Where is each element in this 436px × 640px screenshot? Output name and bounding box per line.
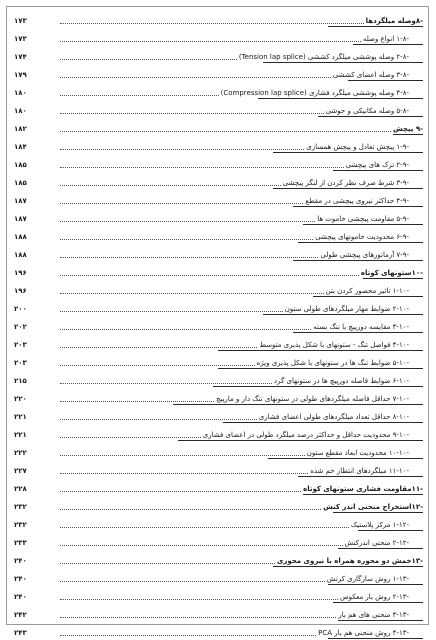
- toc-page-number: ۲۴۲: [14, 611, 27, 619]
- dot-leader: [60, 256, 318, 258]
- dot-leader: [60, 400, 214, 402]
- toc-entry-title: -۱۱مقاومت فشاری ستونهای کوتاه: [303, 485, 423, 493]
- entry-underline: [318, 116, 423, 117]
- toc-entry-title: -۲-۱۲ منحنی اندرکنش: [344, 539, 409, 547]
- toc-entry[interactable]: [14, 604, 423, 622]
- toc-entry[interactable]: [14, 622, 423, 640]
- entry-underline: [328, 26, 423, 27]
- toc-page-number: ۲۲۱: [14, 431, 27, 439]
- dot-leader: [60, 22, 364, 24]
- toc-entry-title: -۱-۱۰ تاثیر محصور کردن بتن: [325, 287, 409, 295]
- toc-entry[interactable]: [14, 100, 423, 118]
- toc-entry[interactable]: [14, 334, 423, 352]
- entry-underline: [213, 386, 423, 387]
- entry-underline: [273, 188, 423, 189]
- entry-underline: [338, 620, 423, 621]
- toc-page-number: ۲۲۱: [14, 413, 27, 421]
- dot-leader: [60, 40, 361, 42]
- toc-entry[interactable]: [14, 460, 423, 478]
- toc-page-number: ۲۲۰: [14, 395, 27, 403]
- entry-underline: [218, 368, 423, 369]
- dot-leader: [60, 418, 257, 420]
- toc-entry-title: -۱۰-۱۰ محدودیت ابعاد مقطع ستون: [306, 449, 409, 457]
- entry-underline: [393, 134, 423, 135]
- toc-entry-title: -۱۱-۱۰ میلگردهای انتظار خم شده: [310, 467, 409, 475]
- toc-page-number: ۲۳۳: [14, 539, 27, 547]
- toc-entry-title: -۱۳خمش دو محوره همراه با نیروی محوری: [276, 557, 423, 565]
- toc-entry[interactable]: [14, 370, 423, 388]
- entry-underline: [348, 80, 423, 81]
- toc-entry-title: -۶-۱۰ ضوابط فاصله دورپیچ ها در ستونهای گرد: [274, 377, 409, 385]
- toc-page-number: ۱۸۷: [14, 215, 27, 223]
- dot-leader: [60, 526, 349, 528]
- entry-underline: [273, 566, 423, 567]
- toc-page-number: ۱۸۵: [14, 161, 27, 169]
- toc-entry-title: -۵-۱۰ ضوابط تنگ ها در ستونهای با شکل پذیری ویژه: [256, 359, 409, 367]
- dot-leader: [60, 364, 255, 366]
- toc-entry[interactable]: [14, 64, 423, 82]
- toc-page-number: ۲۴۳: [14, 629, 27, 637]
- dot-leader: [60, 220, 315, 222]
- dot-leader: [60, 346, 257, 348]
- toc-entry[interactable]: [14, 46, 423, 64]
- toc-entry-title: -۴-۹ حداکثر نیروی پیچشی در مقطع: [305, 197, 409, 205]
- dot-leader: [60, 238, 313, 240]
- toc-entry-title: -۴-۸ وصله پوششی میلگرد فشاری (Compression lap splice): [220, 89, 409, 97]
- toc-entry[interactable]: [14, 10, 423, 28]
- entry-underline: [298, 242, 423, 243]
- dot-leader: [60, 184, 281, 186]
- toc-page-number: ۱۸۰: [14, 107, 27, 115]
- entry-underline: [353, 44, 423, 45]
- toc-page-number: ۱۸۲: [14, 125, 27, 133]
- toc-entry-title: -۳-۸ وصله اعضای کششی: [332, 71, 409, 79]
- toc-entry[interactable]: [14, 514, 423, 532]
- dot-leader: [60, 58, 237, 60]
- toc-page-number: ۱۷۹: [14, 71, 27, 79]
- dot-leader: [60, 76, 331, 78]
- entry-underline: [363, 278, 423, 279]
- dot-leader: [60, 94, 219, 96]
- toc-entry[interactable]: [14, 190, 423, 208]
- toc-entry-title: -۹-۱۰ محدودیت حداقل و حداکثر درصد میلگرد طولی در اعضای فشاری: [202, 431, 409, 439]
- toc-page-number: ۲۰۲: [14, 323, 27, 331]
- toc-page-number: ۱۷۳: [14, 17, 27, 25]
- entry-underline: [298, 476, 423, 477]
- dot-leader: [60, 472, 308, 474]
- toc-page-number: ۲۱۵: [14, 377, 27, 385]
- entry-underline: [303, 224, 423, 225]
- toc-page-number: ۱۸۴: [14, 143, 27, 151]
- entry-underline: [333, 602, 423, 603]
- toc-page-number: ۱۹۶: [14, 287, 27, 295]
- toc-page-number: ۱۷۳: [14, 35, 27, 43]
- entry-underline: [258, 98, 423, 99]
- entry-underline: [303, 494, 423, 495]
- toc-entry[interactable]: [14, 262, 423, 280]
- entry-underline: [333, 170, 423, 171]
- entry-underline: [173, 404, 423, 405]
- toc-entry-title: -۳-۹ شرط صرف نظر کردن از لنگر پیچشی: [282, 179, 409, 187]
- dot-leader: [60, 382, 272, 384]
- toc-page-number: ۱۹۶: [14, 269, 27, 277]
- toc-entry-title: -۷-۱۰ حداقل فاصله میلگردهای طولی در ستونهای تنگ دار و مارپیچ: [215, 395, 409, 403]
- toc-entry-title: -۲-۸ وصله پوششی میلگرد کششی (Tension lap splice): [238, 53, 409, 61]
- dot-leader: [60, 148, 304, 150]
- entry-underline: [333, 512, 423, 513]
- dot-leader: [60, 202, 303, 204]
- toc-entry-title: -۲-۱۰ ضوابط مهار میلگردهای طولی ستون: [284, 305, 409, 313]
- toc-entry[interactable]: [14, 154, 423, 172]
- dot-leader: [60, 112, 324, 114]
- toc-page-number: ۱۸۸: [14, 251, 27, 259]
- entry-underline: [358, 530, 423, 531]
- toc-entry-title: -۸-۱۰ حداقل تعداد میلگردهای طولی اعضای فشاری: [258, 413, 409, 421]
- toc-page-number: ۲۲۷: [14, 467, 27, 475]
- dot-leader: [60, 544, 343, 546]
- dot-leader: [60, 130, 391, 132]
- toc-entry[interactable]: [14, 316, 423, 334]
- dot-leader: [60, 580, 325, 582]
- toc-page-number: ۲۴۰: [14, 575, 27, 583]
- toc-entry[interactable]: [14, 568, 423, 586]
- toc-page-number: ۲۴۰: [14, 557, 27, 565]
- toc-entry-title: -۷-۹ آرماتورهای پیچشی طولی: [320, 251, 409, 259]
- dot-leader: [60, 166, 344, 168]
- entry-underline: [293, 260, 423, 261]
- dot-leader: [60, 454, 305, 456]
- entry-underline: [268, 458, 423, 459]
- entry-underline: [273, 152, 423, 153]
- entry-underline: [263, 314, 423, 315]
- toc-page-number: ۲۳۲: [14, 521, 27, 529]
- entry-underline: [293, 332, 423, 333]
- toc-entry[interactable]: [14, 136, 423, 154]
- dot-leader: [60, 616, 336, 618]
- entry-underline: [218, 350, 423, 351]
- toc-entry-title: -۳-۱۳ منحنی های هم بار: [338, 611, 409, 619]
- toc-entry-title: -۱-۱۲ مرکز پلاستیک: [350, 521, 409, 529]
- toc-entry-title: -۱۰ستونهای کوتاه: [360, 269, 423, 277]
- toc-page-number: ۲۰۳: [14, 341, 27, 349]
- entry-underline: [313, 296, 423, 297]
- dot-leader: [60, 562, 275, 564]
- dot-leader: [60, 508, 321, 510]
- toc-entry[interactable]: [14, 352, 423, 370]
- toc-page-number: ۲۳۲: [14, 503, 27, 511]
- toc-page-number: ۲۰۰: [14, 305, 27, 313]
- table-of-contents: [14, 10, 423, 640]
- entry-underline: [263, 62, 423, 63]
- toc-entry-title: -۱-۸ انواع وصله: [362, 35, 409, 43]
- dot-leader: [60, 328, 311, 330]
- toc-entry-title: -۶-۹ محدودیت خاموتهای پیچشی: [315, 233, 409, 241]
- toc-entry[interactable]: [14, 550, 423, 568]
- toc-entry-title: -۳-۱۰ مقایسه دورپیچ با تنگ بسته: [313, 323, 409, 331]
- toc-entry-title: -۱-۹ پیچش تعادل و پیچش همسازی: [306, 143, 409, 151]
- dot-leader: [60, 310, 283, 312]
- toc-entry-title: -۴-۱۰ فواصل تنگ - ستونهای با شکل پذیری متوسط: [259, 341, 409, 349]
- entry-underline: [223, 422, 423, 423]
- toc-entry[interactable]: [14, 442, 423, 460]
- toc-entry[interactable]: [14, 172, 423, 190]
- toc-entry[interactable]: [14, 532, 423, 550]
- toc-entry-title: -۴-۱۳ روش منحنی هم بار PCA: [318, 629, 409, 637]
- toc-page-number: ۱۸۰: [14, 89, 27, 97]
- toc-entry-title: -۸وصله میلگردها: [365, 17, 423, 25]
- entry-underline: [328, 638, 423, 639]
- toc-entry[interactable]: [14, 226, 423, 244]
- toc-entry[interactable]: [14, 28, 423, 46]
- toc-page-number: ۱۷۴: [14, 53, 27, 61]
- entry-underline: [293, 206, 423, 207]
- dot-leader: [60, 634, 316, 636]
- toc-entry[interactable]: [14, 118, 423, 136]
- toc-entry[interactable]: [14, 298, 423, 316]
- toc-entry[interactable]: [14, 280, 423, 298]
- dot-leader: [60, 598, 338, 600]
- toc-page-number: ۱۸۸: [14, 233, 27, 241]
- toc-entry[interactable]: [14, 424, 423, 442]
- toc-entry[interactable]: [14, 388, 423, 406]
- toc-entry[interactable]: [14, 82, 423, 100]
- toc-entry[interactable]: [14, 406, 423, 424]
- toc-entry-title: -۲-۹ ترک های پیچشی: [345, 161, 409, 169]
- toc-entry[interactable]: [14, 496, 423, 514]
- dot-leader: [60, 274, 359, 276]
- dot-leader: [60, 436, 201, 438]
- toc-entry[interactable]: [14, 244, 423, 262]
- toc-page-number: ۱۸۵: [14, 179, 27, 187]
- toc-page-number: ۲۲۸: [14, 485, 27, 493]
- entry-underline: [178, 440, 423, 441]
- toc-entry-title: -۵-۸ وصله مکانیکی و جوشی: [325, 107, 409, 115]
- toc-entry-title: -۹ پیچش: [392, 125, 423, 133]
- toc-entry[interactable]: [14, 478, 423, 496]
- dot-leader: [60, 292, 324, 294]
- entry-underline: [338, 548, 423, 549]
- toc-entry-title: -۱-۱۳ روش سازگاری کرنش: [326, 575, 409, 583]
- toc-page-number: ۲۴۰: [14, 593, 27, 601]
- toc-page-number: ۲۲۲: [14, 449, 27, 457]
- toc-entry-title: -۱۲استخراج منحنی اندر کنش: [323, 503, 423, 511]
- toc-entry-title: -۵-۹ مقاومت پیچشی خاموت ها: [317, 215, 409, 223]
- toc-entry[interactable]: [14, 586, 423, 604]
- toc-entry-title: -۲-۱۳ روش بار معکوس: [340, 593, 409, 601]
- toc-entry[interactable]: [14, 208, 423, 226]
- toc-page-number: ۲۰۳: [14, 359, 27, 367]
- dot-leader: [60, 490, 301, 492]
- toc-page-number: ۱۸۷: [14, 197, 27, 205]
- entry-underline: [328, 584, 423, 585]
